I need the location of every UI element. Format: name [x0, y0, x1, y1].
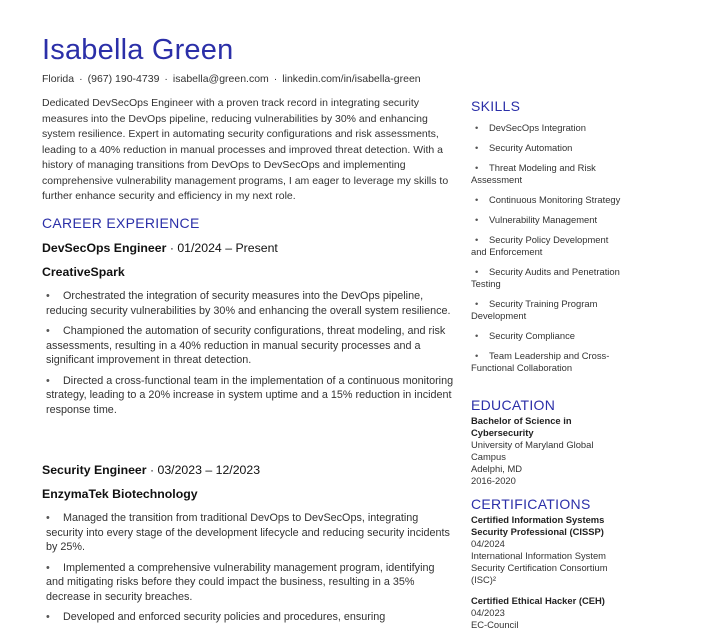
certification-issuer: EC-Council [471, 619, 519, 630]
certification-date: 04/2023 [471, 607, 505, 618]
school: University of Maryland Global Campus [471, 439, 594, 462]
bullet-icon: • [46, 512, 50, 524]
certifications-heading: CERTIFICATIONS [471, 496, 591, 512]
certifications-section [471, 496, 621, 640]
skill-item [471, 214, 621, 226]
skills-list [471, 122, 621, 374]
contact-line [42, 73, 421, 85]
school-location: Adelphi, MD [471, 463, 523, 474]
bullet-icon: • [475, 214, 479, 225]
job-bullet [42, 610, 454, 625]
skill-label: Security Compliance [489, 330, 575, 341]
skill-label: Team Leadership and Cross-Functional Collaboration [471, 350, 610, 373]
job-dates: · 03/2023 – 12/2023 [149, 463, 261, 477]
job-bullet [42, 289, 454, 318]
bullet-text: Managed the transition from traditional DevOps to DevSecOps, integrating security into every stage of the development lifecycle and reducing security incidents by 25%. [46, 512, 450, 553]
candidate-name: Isabella Green [42, 34, 234, 66]
bullet-icon: • [475, 194, 479, 205]
education-heading: EDUCATION [471, 397, 556, 413]
certification-issuer: International Information System Security Certification Consortium (ISC)² [471, 550, 608, 585]
job-role-line [42, 463, 454, 477]
career-experience-heading: CAREER EXPERIENCE [42, 215, 200, 231]
summary-paragraph: Dedicated DevSecOps Engineer with a proven track record in integrating security measures into the DevOps pipeline, reducing vulnerabilities by 30% and enhancing system resilience. Expert in automating security configurations and risk assessments, leading to a 40% reduction in manual processes and improved threat detection. With a history of managing transitions from DevOps to DevSecOps and implementing comprehensive vulnerability management programs, I am eager to leverage my skills to further enhance security and efficiency in my next role. [42, 97, 449, 202]
job-role-line [42, 241, 454, 255]
job-role: Security Engineer [42, 463, 147, 477]
education-section [471, 397, 621, 487]
email-link[interactable]: isabella@green.com [172, 73, 269, 85]
certification-name: Certified Ethical Hacker (CEH) [471, 595, 605, 606]
bullet-text: Championed the automation of security configurations, threat modeling, and risk assessments, resulting in a 40% reduction in manual security processes and a significant improvement in threat detection. [46, 325, 446, 366]
skill-item [471, 234, 621, 258]
bullet-icon: • [46, 290, 50, 302]
bullet-text: Developed and enforced security policies and procedures, ensuring [63, 611, 386, 623]
skill-label: Security Training Program Development [471, 298, 598, 321]
skill-label: Security Policy Development and Enforcement [471, 234, 609, 257]
skill-item [471, 266, 621, 290]
skills-section [471, 98, 621, 382]
job-entry [42, 463, 454, 631]
bullet-icon: • [475, 330, 479, 341]
job-bullet [42, 561, 454, 605]
bullet-text: Orchestrated the integration of security measures into the DevOps pipeline, reducing security vulnerabilities by 30% and enhancing the overall system resilience. [46, 290, 451, 317]
job-bullets [42, 289, 454, 417]
job-role: DevSecOps Engineer [42, 241, 167, 255]
skill-item [471, 122, 621, 134]
phone: (967) 190-4739 [87, 73, 160, 85]
skill-item [471, 142, 621, 154]
separator: · [273, 73, 278, 85]
skill-label: Security Automation [489, 142, 573, 153]
bullet-icon: • [46, 611, 50, 623]
job-bullet [42, 511, 454, 555]
location: Florida [42, 73, 75, 85]
skill-label: Threat Modeling and Risk Assessment [471, 162, 596, 185]
bullet-icon: • [475, 142, 479, 153]
job-bullets [42, 511, 454, 625]
degree: Bachelor of Science in Cybersecurity [471, 415, 572, 438]
separator: · [164, 73, 168, 85]
bullet-icon: • [475, 234, 479, 245]
bullet-icon: • [46, 561, 50, 574]
bullet-icon: • [475, 350, 479, 361]
bullet-icon: • [475, 162, 479, 173]
job-company: CreativeSpark [42, 265, 125, 279]
bullet-icon: • [46, 325, 50, 337]
skill-item [471, 298, 621, 322]
skills-heading: SKILLS [471, 98, 521, 114]
education-dates: 2016-2020 [471, 475, 516, 486]
certification-name: Certified Information Systems Security Professional (CISSP) [471, 514, 605, 537]
job-company: EnzymaTek Biotechnology [42, 487, 198, 501]
skill-item [471, 330, 621, 342]
skill-item [471, 194, 621, 206]
certification-date: 04/2024 [471, 538, 505, 549]
skill-label: Continuous Monitoring Strategy [489, 194, 621, 205]
skill-item [471, 162, 621, 186]
skill-label: Security Audits and Penetration Testing [471, 266, 620, 289]
skill-label: DevSecOps Integration [489, 122, 586, 133]
bullet-icon: • [475, 266, 479, 277]
bullet-icon: • [46, 374, 50, 387]
job-dates: · 01/2024 – Present [169, 241, 278, 255]
bullet-icon: • [475, 298, 479, 309]
bullet-icon: • [475, 122, 479, 133]
job-entry [42, 241, 454, 423]
certification-item [471, 514, 621, 586]
bullet-text: Implemented a comprehensive vulnerability management program, identifying and mitigating risks before they could impact the business, resulting in a 35% decrease in security breaches. [46, 561, 435, 603]
job-bullet [42, 324, 454, 368]
bullet-text: Directed a cross-functional team in the implementation of a continuous monitoring strategy, leading to a 20% increase in system uptime and a 15% reduction in incident response time. [46, 374, 454, 416]
skill-item [471, 350, 621, 374]
linkedin-link[interactable]: linkedin.com/in/isabella-green [282, 73, 421, 85]
job-bullet [42, 374, 454, 418]
separator: · [79, 73, 83, 85]
skill-label: Vulnerability Management [489, 214, 598, 225]
certification-item [471, 595, 621, 631]
